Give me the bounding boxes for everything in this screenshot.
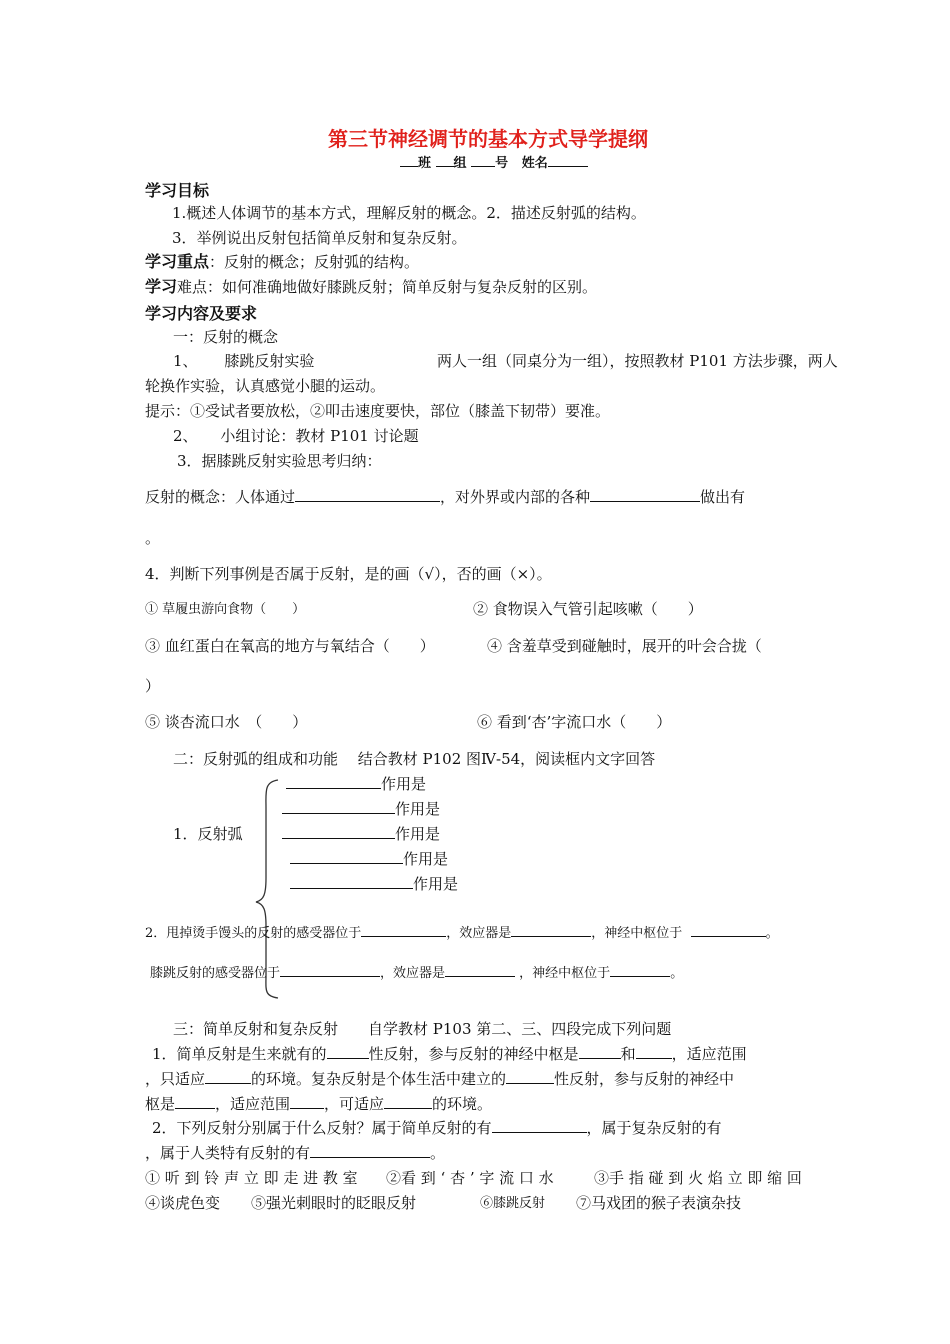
name-blank[interactable] bbox=[548, 152, 588, 167]
tip-text: 提示：①受试者要放松，②叩击速度要快，部位（膝盖下韧带）要准。 bbox=[145, 402, 611, 420]
concept-blank-1[interactable] bbox=[295, 487, 440, 502]
option-5: ⑤强光刺眼时的眨眼反射 bbox=[251, 1194, 417, 1212]
q3-blank-2[interactable] bbox=[445, 962, 515, 977]
q3-text-c: ，神经中枢位于 bbox=[519, 966, 611, 981]
difficulty bbox=[145, 277, 597, 297]
l2-blank-2[interactable] bbox=[506, 1069, 554, 1084]
l4-text-b: ，属于复杂反射的有 bbox=[586, 1119, 722, 1137]
option-6: ⑥膝跳反射 bbox=[480, 1196, 546, 1211]
concept-text-b: ，对外界或内部的各种 bbox=[440, 488, 591, 506]
arc-row-1 bbox=[286, 774, 426, 794]
item1-number: 1、 bbox=[173, 352, 198, 370]
part3-line-2 bbox=[145, 1069, 734, 1089]
concept-end: 。 bbox=[145, 529, 161, 547]
l5-end: 。 bbox=[430, 1144, 446, 1162]
key-points-text: ：反射的概念；反射弧的结构。 bbox=[209, 253, 420, 271]
goals-line-1: 1.概述人体调节的基本方式，理解反射的概念。2．描述反射弧的结构。 bbox=[172, 204, 646, 222]
l5-text: ，属于人类特有反射的有 bbox=[145, 1144, 311, 1162]
question-6: ⑥ 看到‘杏’字流口水（ ） bbox=[477, 713, 672, 731]
arc-role-3: 作用是 bbox=[395, 825, 441, 843]
q3-text-d: 。 bbox=[670, 966, 684, 981]
item2-text: 小组讨论：教材 P101 讨论题 bbox=[220, 427, 419, 445]
part2-q2 bbox=[145, 922, 779, 943]
part1-item4: 4．判断下列事例是否属于反射，是的画（√），否的画（×）。 bbox=[145, 565, 552, 583]
class-blank[interactable] bbox=[400, 152, 418, 167]
l2-text-a: ，只适应 bbox=[145, 1070, 206, 1088]
question-4-end: ） bbox=[145, 677, 161, 695]
l2-text-b: 的环境。复杂反射是个体生活中建立的 bbox=[251, 1070, 507, 1088]
option-3: ③手 指 碰 到 火 焰 立 即 缩 回 bbox=[594, 1169, 802, 1187]
q3-text-a: 膝跳反射的感受器位于 bbox=[150, 966, 281, 981]
question-2: ② 食物误入气管引起咳嗽（ ） bbox=[473, 600, 703, 618]
concept-line bbox=[145, 487, 745, 507]
concept-text-c: 做出有 bbox=[700, 488, 746, 506]
l3-text-b: ，适应范围 bbox=[215, 1095, 291, 1113]
item1-text-2: 轮换作实验，认真感觉小腿的运动。 bbox=[145, 377, 386, 395]
option-7: ⑦马戏团的猴子表演杂技 bbox=[576, 1194, 742, 1212]
question-5: ⑤ 谈杏流口水 （ ） bbox=[145, 713, 308, 731]
key-points-label: 学习重点 bbox=[145, 252, 210, 271]
item1-text: 两人一组（同桌分为一组），按照教材 P101 方法步骤，两人 bbox=[437, 352, 838, 370]
page-title: 第三节神经调节的基本方式导学提纲 bbox=[328, 127, 648, 151]
q2-blank-1[interactable] bbox=[361, 922, 446, 937]
l3-text-c: ，可适应 bbox=[324, 1095, 385, 1113]
part3-line-5 bbox=[145, 1143, 445, 1163]
q3-blank-3[interactable] bbox=[610, 962, 670, 977]
l4-text-a: 2．下列反射分别属于什么反射？属于简单反射的有 bbox=[152, 1119, 492, 1137]
arc-blank-2[interactable] bbox=[282, 799, 395, 814]
q2-text-a: 2．甩掉烫手馒头的反射的感受器位于 bbox=[145, 926, 362, 941]
group-blank[interactable] bbox=[436, 152, 454, 167]
q3-blank-1[interactable] bbox=[280, 962, 380, 977]
part1-heading: 一：反射的概念 bbox=[173, 328, 279, 346]
part3-line-1 bbox=[152, 1044, 747, 1064]
part2-heading: 二：反射弧的组成和功能 结合教材 P102 图Ⅳ-54，阅读框内文字回答 bbox=[173, 750, 656, 768]
group-label: 组 bbox=[453, 156, 467, 171]
l1-blank-2[interactable] bbox=[579, 1044, 621, 1059]
question-3: ③ 血红蛋白在氧高的地方与氧结合（ ） bbox=[145, 637, 435, 655]
arc-role-5: 作用是 bbox=[413, 875, 459, 893]
arc-role-4: 作用是 bbox=[403, 850, 449, 868]
q2-text-b: ，效应器是 bbox=[446, 926, 512, 941]
part3-line-4 bbox=[152, 1118, 722, 1138]
l1-text-b: 性反射，参与反射的神经中枢是 bbox=[368, 1045, 579, 1063]
l3-blank-3[interactable] bbox=[384, 1094, 432, 1109]
item1-title: 膝跳反射实验 bbox=[224, 352, 315, 370]
q2-text-d: 。 bbox=[765, 926, 779, 941]
goals-line-2: 3．举例说出反射包括简单反射和复杂反射。 bbox=[172, 229, 467, 247]
arc-role-2: 作用是 bbox=[395, 800, 441, 818]
l1-blank-1[interactable] bbox=[327, 1044, 369, 1059]
option-4: ④谈虎色变 bbox=[145, 1194, 221, 1212]
l2-text-c: 性反射，参与反射的神经中 bbox=[554, 1070, 735, 1088]
arc-row-2 bbox=[282, 799, 440, 819]
difficulty-text: 如何准确地做好膝跳反射；简单反射与复杂反射的区别。 bbox=[222, 278, 598, 296]
part3-heading: 三：简单反射和复杂反射 自学教材 P103 第二、三、四段完成下列问题 bbox=[173, 1020, 672, 1038]
difficulty-label: 学习 bbox=[145, 277, 178, 296]
part2-q3 bbox=[150, 962, 683, 983]
l3-text-d: 的环境。 bbox=[432, 1095, 493, 1113]
l3-blank-1[interactable] bbox=[175, 1094, 215, 1109]
key-points bbox=[145, 252, 419, 272]
arc-label: 1．反射弧 bbox=[173, 825, 243, 843]
arc-role-1: 作用是 bbox=[381, 775, 427, 793]
student-info-line bbox=[400, 152, 588, 173]
number-blank[interactable] bbox=[471, 152, 495, 167]
goals-heading: 学习目标 bbox=[145, 181, 210, 200]
q2-blank-3[interactable] bbox=[691, 922, 766, 937]
l2-blank-1[interactable] bbox=[205, 1069, 251, 1084]
question-1: ① 草履虫游向食物（ ） bbox=[145, 602, 306, 617]
l1-text-d: ，适应范围 bbox=[671, 1045, 747, 1063]
part1-item2 bbox=[173, 426, 419, 446]
content-heading: 学习内容及要求 bbox=[145, 304, 258, 323]
l3-text-a: 枢是 bbox=[145, 1095, 176, 1113]
arc-blank-3[interactable] bbox=[282, 824, 395, 839]
l5-blank[interactable] bbox=[310, 1143, 430, 1158]
number-label: 号 bbox=[495, 156, 509, 171]
l1-blank-3[interactable] bbox=[636, 1044, 672, 1059]
part1-item1 bbox=[173, 351, 314, 371]
q2-blank-2[interactable] bbox=[511, 922, 591, 937]
class-label: 班 bbox=[418, 156, 432, 171]
arc-blank-4[interactable] bbox=[290, 849, 403, 864]
arc-row-4 bbox=[290, 849, 448, 869]
arc-row-3 bbox=[282, 824, 440, 844]
question-4: ④ 含羞草受到碰触时，展开的叶会合拢（ bbox=[487, 637, 762, 655]
l1-text-a: 1．简单反射是生来就有的 bbox=[152, 1045, 327, 1063]
concept-text-a: 反射的概念：人体通过 bbox=[145, 488, 296, 506]
concept-blank-2[interactable] bbox=[590, 487, 700, 502]
l1-text-c: 和 bbox=[620, 1045, 636, 1063]
option-2: ②看 到 ‘ 杏 ’ 字 流 口 水 bbox=[386, 1169, 554, 1187]
q3-text-b: ，效应器是 bbox=[380, 966, 446, 981]
arc-blank-5[interactable] bbox=[290, 874, 413, 889]
option-1: ① 听 到 铃 声 立 即 走 进 教 室 bbox=[145, 1169, 358, 1187]
part3-line-3 bbox=[145, 1094, 492, 1114]
arc-row-5 bbox=[290, 874, 458, 894]
l3-blank-2[interactable] bbox=[290, 1094, 324, 1109]
q2-text-c: ，神经中枢位于 bbox=[591, 926, 683, 941]
item2-number: 2、 bbox=[173, 427, 198, 445]
arc-blank-1[interactable] bbox=[286, 774, 381, 789]
name-label: 姓名 bbox=[521, 156, 548, 171]
difficulty-label-rest: 难点： bbox=[177, 278, 223, 296]
part1-item3: 3．据膝跳反射实验思考归纳： bbox=[177, 452, 382, 470]
l4-blank-1[interactable] bbox=[492, 1118, 587, 1133]
